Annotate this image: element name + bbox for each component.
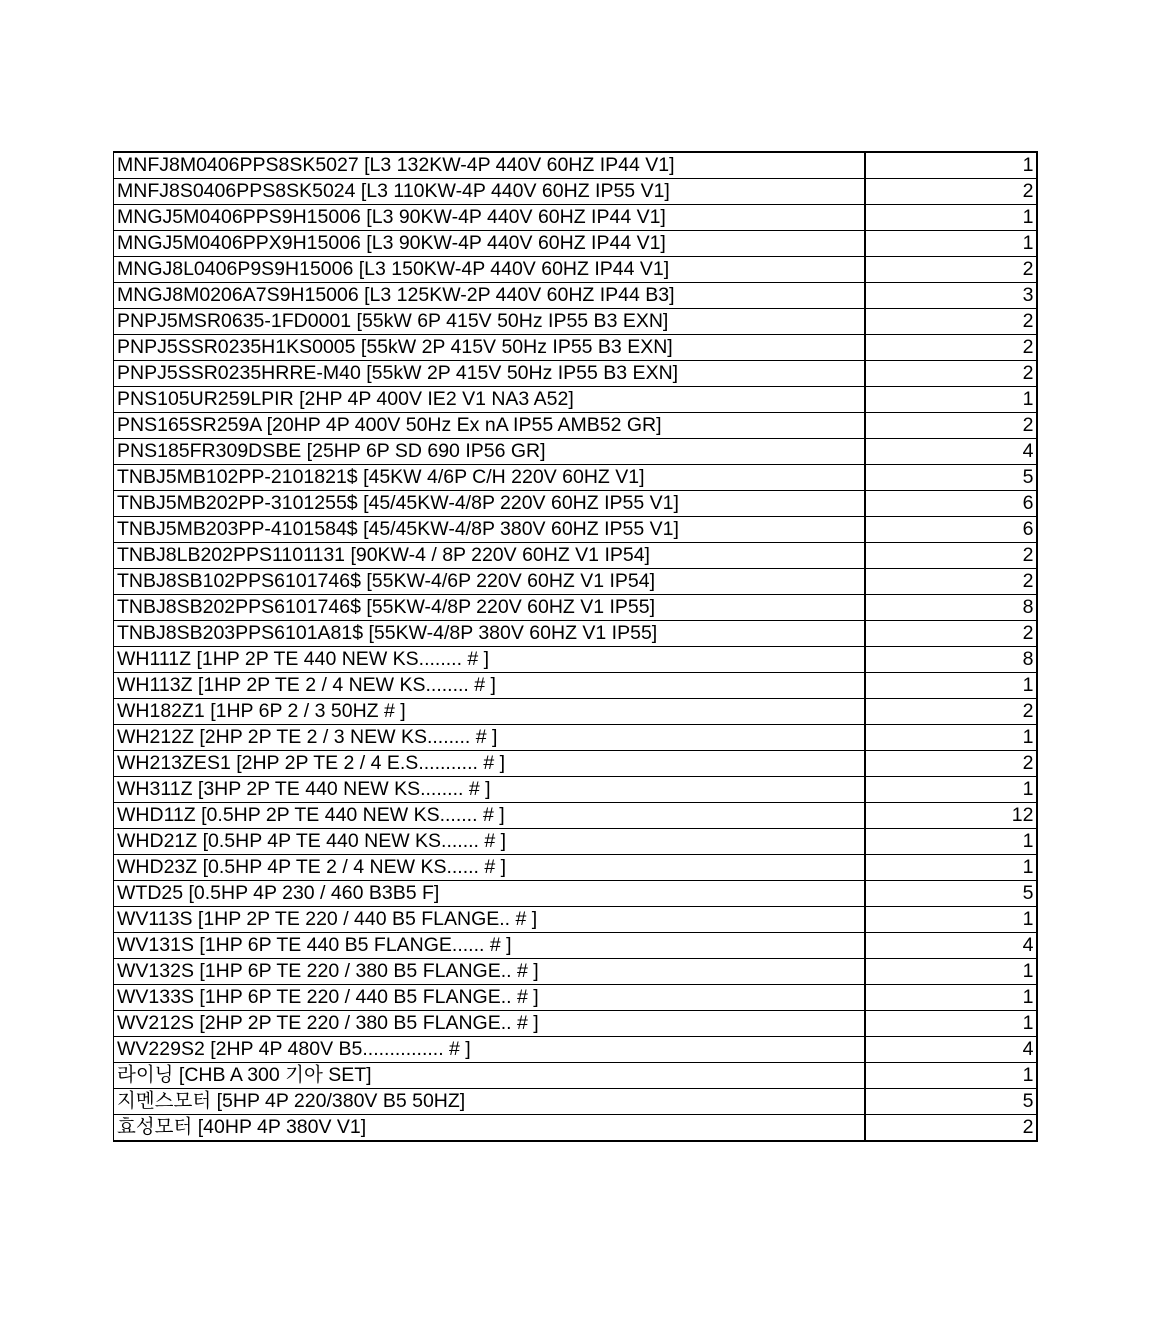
item-description-cell: WV132S [1HP 6P TE 220 / 380 B5 FLANGE.. # ]	[114, 959, 865, 985]
item-description-cell: WHD21Z [0.5HP 4P TE 440 NEW KS....... # ]	[114, 829, 865, 855]
table-row	[114, 907, 1037, 933]
item-quantity-cell: 2	[865, 257, 1037, 283]
item-description-cell: WV113S [1HP 2P TE 220 / 440 B5 FLANGE.. # ]	[114, 907, 865, 933]
item-quantity-cell: 2	[865, 621, 1037, 647]
item-quantity-cell: 12	[865, 803, 1037, 829]
table-row	[114, 1089, 1037, 1115]
item-quantity-cell: 4	[865, 933, 1037, 959]
item-quantity-cell: 1	[865, 1063, 1037, 1089]
item-quantity-cell: 6	[865, 517, 1037, 543]
table-row	[114, 517, 1037, 543]
table-row	[114, 231, 1037, 257]
item-description-cell: TNBJ8LB202PPS1101131 [90KW-4 / 8P 220V 60HZ V1 IP54]	[114, 543, 865, 569]
table-row	[114, 1011, 1037, 1037]
item-description-cell: 지멘스모터 [5HP 4P 220/380V B5 50HZ]	[114, 1089, 865, 1115]
table-row	[114, 829, 1037, 855]
item-description-cell: WH111Z [1HP 2P TE 440 NEW KS........ # ]	[114, 647, 865, 673]
item-description-cell: TNBJ5MB102PP-2101821$ [45KW 4/6P C/H 220V 60HZ V1]	[114, 465, 865, 491]
table-row	[114, 1037, 1037, 1063]
item-description-cell: PNS105UR259LPIR [2HP 4P 400V IE2 V1 NA3 A52]	[114, 387, 865, 413]
item-description-cell: MNFJ8S0406PPS8SK5024 [L3 110KW-4P 440V 60HZ IP55 V1]	[114, 179, 865, 205]
item-description-cell: PNPJ5SSR0235H1KS0005 [55kW 2P 415V 50Hz IP55 B3 EXN]	[114, 335, 865, 361]
item-quantity-cell: 8	[865, 647, 1037, 673]
item-description-cell: PNPJ5MSR0635-1FD0001 [55kW 6P 415V 50Hz IP55 B3 EXN]	[114, 309, 865, 335]
table-row	[114, 179, 1037, 205]
item-description-cell: PNPJ5SSR0235HRRE-M40 [55kW 2P 415V 50Hz IP55 B3 EXN]	[114, 361, 865, 387]
item-description-cell: WTD25 [0.5HP 4P 230 / 460 B3B5 F]	[114, 881, 865, 907]
item-quantity-cell: 2	[865, 335, 1037, 361]
item-quantity-cell: 1	[865, 152, 1037, 179]
item-description-cell: WV212S [2HP 2P TE 220 / 380 B5 FLANGE.. # ]	[114, 1011, 865, 1037]
table-row	[114, 855, 1037, 881]
table-row	[114, 491, 1037, 517]
item-description-cell: PNS185FR309DSBE [25HP 6P SD 690 IP56 GR]	[114, 439, 865, 465]
table-row	[114, 933, 1037, 959]
item-quantity-cell: 5	[865, 881, 1037, 907]
item-description-cell: 라이닝 [CHB A 300 기아 SET]	[114, 1063, 865, 1089]
item-quantity-cell: 8	[865, 595, 1037, 621]
item-description-cell: TNBJ8SB102PPS6101746$ [55KW-4/6P 220V 60HZ V1 IP54]	[114, 569, 865, 595]
item-quantity-cell: 2	[865, 309, 1037, 335]
table-row	[114, 1063, 1037, 1089]
item-quantity-cell: 1	[865, 725, 1037, 751]
item-quantity-cell: 6	[865, 491, 1037, 517]
table-row	[114, 413, 1037, 439]
item-description-cell: TNBJ5MB202PP-3101255$ [45/45KW-4/8P 220V 60HZ IP55 V1]	[114, 491, 865, 517]
item-quantity-cell: 1	[865, 985, 1037, 1011]
item-description-cell: WH311Z [3HP 2P TE 440 NEW KS........ # ]	[114, 777, 865, 803]
item-quantity-cell: 1	[865, 829, 1037, 855]
table-row	[114, 881, 1037, 907]
item-quantity-cell: 1	[865, 959, 1037, 985]
item-quantity-cell: 1	[865, 1011, 1037, 1037]
item-description-cell: WH182Z1 [1HP 6P 2 / 3 50HZ # ]	[114, 699, 865, 725]
item-quantity-cell: 5	[865, 465, 1037, 491]
item-description-cell: 효성모터 [40HP 4P 380V V1]	[114, 1115, 865, 1142]
item-description-cell: TNBJ8SB203PPS6101A81$ [55KW-4/8P 380V 60HZ V1 IP55]	[114, 621, 865, 647]
table-row	[114, 1115, 1037, 1142]
table-row	[114, 803, 1037, 829]
item-quantity-cell: 1	[865, 855, 1037, 881]
item-description-cell: WH113Z [1HP 2P TE 2 / 4 NEW KS........ # ]	[114, 673, 865, 699]
item-quantity-cell: 2	[865, 179, 1037, 205]
item-quantity-cell: 1	[865, 387, 1037, 413]
table-row	[114, 387, 1037, 413]
item-quantity-cell: 1	[865, 907, 1037, 933]
table-row	[114, 985, 1037, 1011]
item-description-cell: WHD11Z [0.5HP 2P TE 440 NEW KS....... # ]	[114, 803, 865, 829]
inventory-table	[113, 151, 1038, 1142]
item-quantity-cell: 2	[865, 569, 1037, 595]
table-row	[114, 309, 1037, 335]
item-description-cell: PNS165SR259A [20HP 4P 400V 50Hz Ex nA IP55 AMB52 GR]	[114, 413, 865, 439]
table-row	[114, 335, 1037, 361]
table-row	[114, 725, 1037, 751]
table-row	[114, 205, 1037, 231]
table-row	[114, 152, 1037, 179]
item-quantity-cell: 2	[865, 751, 1037, 777]
item-description-cell: MNGJ8L0406P9S9H15006 [L3 150KW-4P 440V 60HZ IP44 V1]	[114, 257, 865, 283]
item-description-cell: MNFJ8M0406PPS8SK5027 [L3 132KW-4P 440V 60HZ IP44 V1]	[114, 152, 865, 179]
item-description-cell: TNBJ5MB203PP-4101584$ [45/45KW-4/8P 380V 60HZ IP55 V1]	[114, 517, 865, 543]
item-quantity-cell: 5	[865, 1089, 1037, 1115]
item-quantity-cell: 4	[865, 1037, 1037, 1063]
table-row	[114, 751, 1037, 777]
item-quantity-cell: 2	[865, 413, 1037, 439]
table-row	[114, 959, 1037, 985]
item-description-cell: WHD23Z [0.5HP 4P TE 2 / 4 NEW KS...... # ]	[114, 855, 865, 881]
item-description-cell: MNGJ5M0406PPS9H15006 [L3 90KW-4P 440V 60HZ IP44 V1]	[114, 205, 865, 231]
table-row	[114, 543, 1037, 569]
item-description-cell: WV133S [1HP 6P TE 220 / 440 B5 FLANGE.. # ]	[114, 985, 865, 1011]
table-row	[114, 595, 1037, 621]
table-row	[114, 361, 1037, 387]
table-row	[114, 439, 1037, 465]
item-quantity-cell: 3	[865, 283, 1037, 309]
item-quantity-cell: 1	[865, 777, 1037, 803]
item-description-cell: TNBJ8SB202PPS6101746$ [55KW-4/8P 220V 60HZ V1 IP55]	[114, 595, 865, 621]
table-row	[114, 465, 1037, 491]
item-quantity-cell: 1	[865, 231, 1037, 257]
item-description-cell: MNGJ5M0406PPX9H15006 [L3 90KW-4P 440V 60HZ IP44 V1]	[114, 231, 865, 257]
table-row	[114, 647, 1037, 673]
item-quantity-cell: 4	[865, 439, 1037, 465]
table-row	[114, 673, 1037, 699]
table-row	[114, 777, 1037, 803]
inventory-table-body	[114, 152, 1037, 1141]
item-quantity-cell: 2	[865, 1115, 1037, 1142]
item-quantity-cell: 2	[865, 361, 1037, 387]
item-quantity-cell: 1	[865, 205, 1037, 231]
item-description-cell: WH212Z [2HP 2P TE 2 / 3 NEW KS........ # ]	[114, 725, 865, 751]
table-row	[114, 699, 1037, 725]
item-description-cell: WV229S2 [2HP 4P 480V B5............... # ]	[114, 1037, 865, 1063]
item-quantity-cell: 1	[865, 673, 1037, 699]
table-row	[114, 257, 1037, 283]
item-description-cell: WV131S [1HP 6P TE 440 B5 FLANGE...... # ]	[114, 933, 865, 959]
table-row	[114, 569, 1037, 595]
table-row	[114, 283, 1037, 309]
item-description-cell: MNGJ8M0206A7S9H15006 [L3 125KW-2P 440V 60HZ IP44 B3]	[114, 283, 865, 309]
item-description-cell: WH213ZES1 [2HP 2P TE 2 / 4 E.S........... # ]	[114, 751, 865, 777]
item-quantity-cell: 2	[865, 543, 1037, 569]
table-row	[114, 621, 1037, 647]
item-quantity-cell: 2	[865, 699, 1037, 725]
